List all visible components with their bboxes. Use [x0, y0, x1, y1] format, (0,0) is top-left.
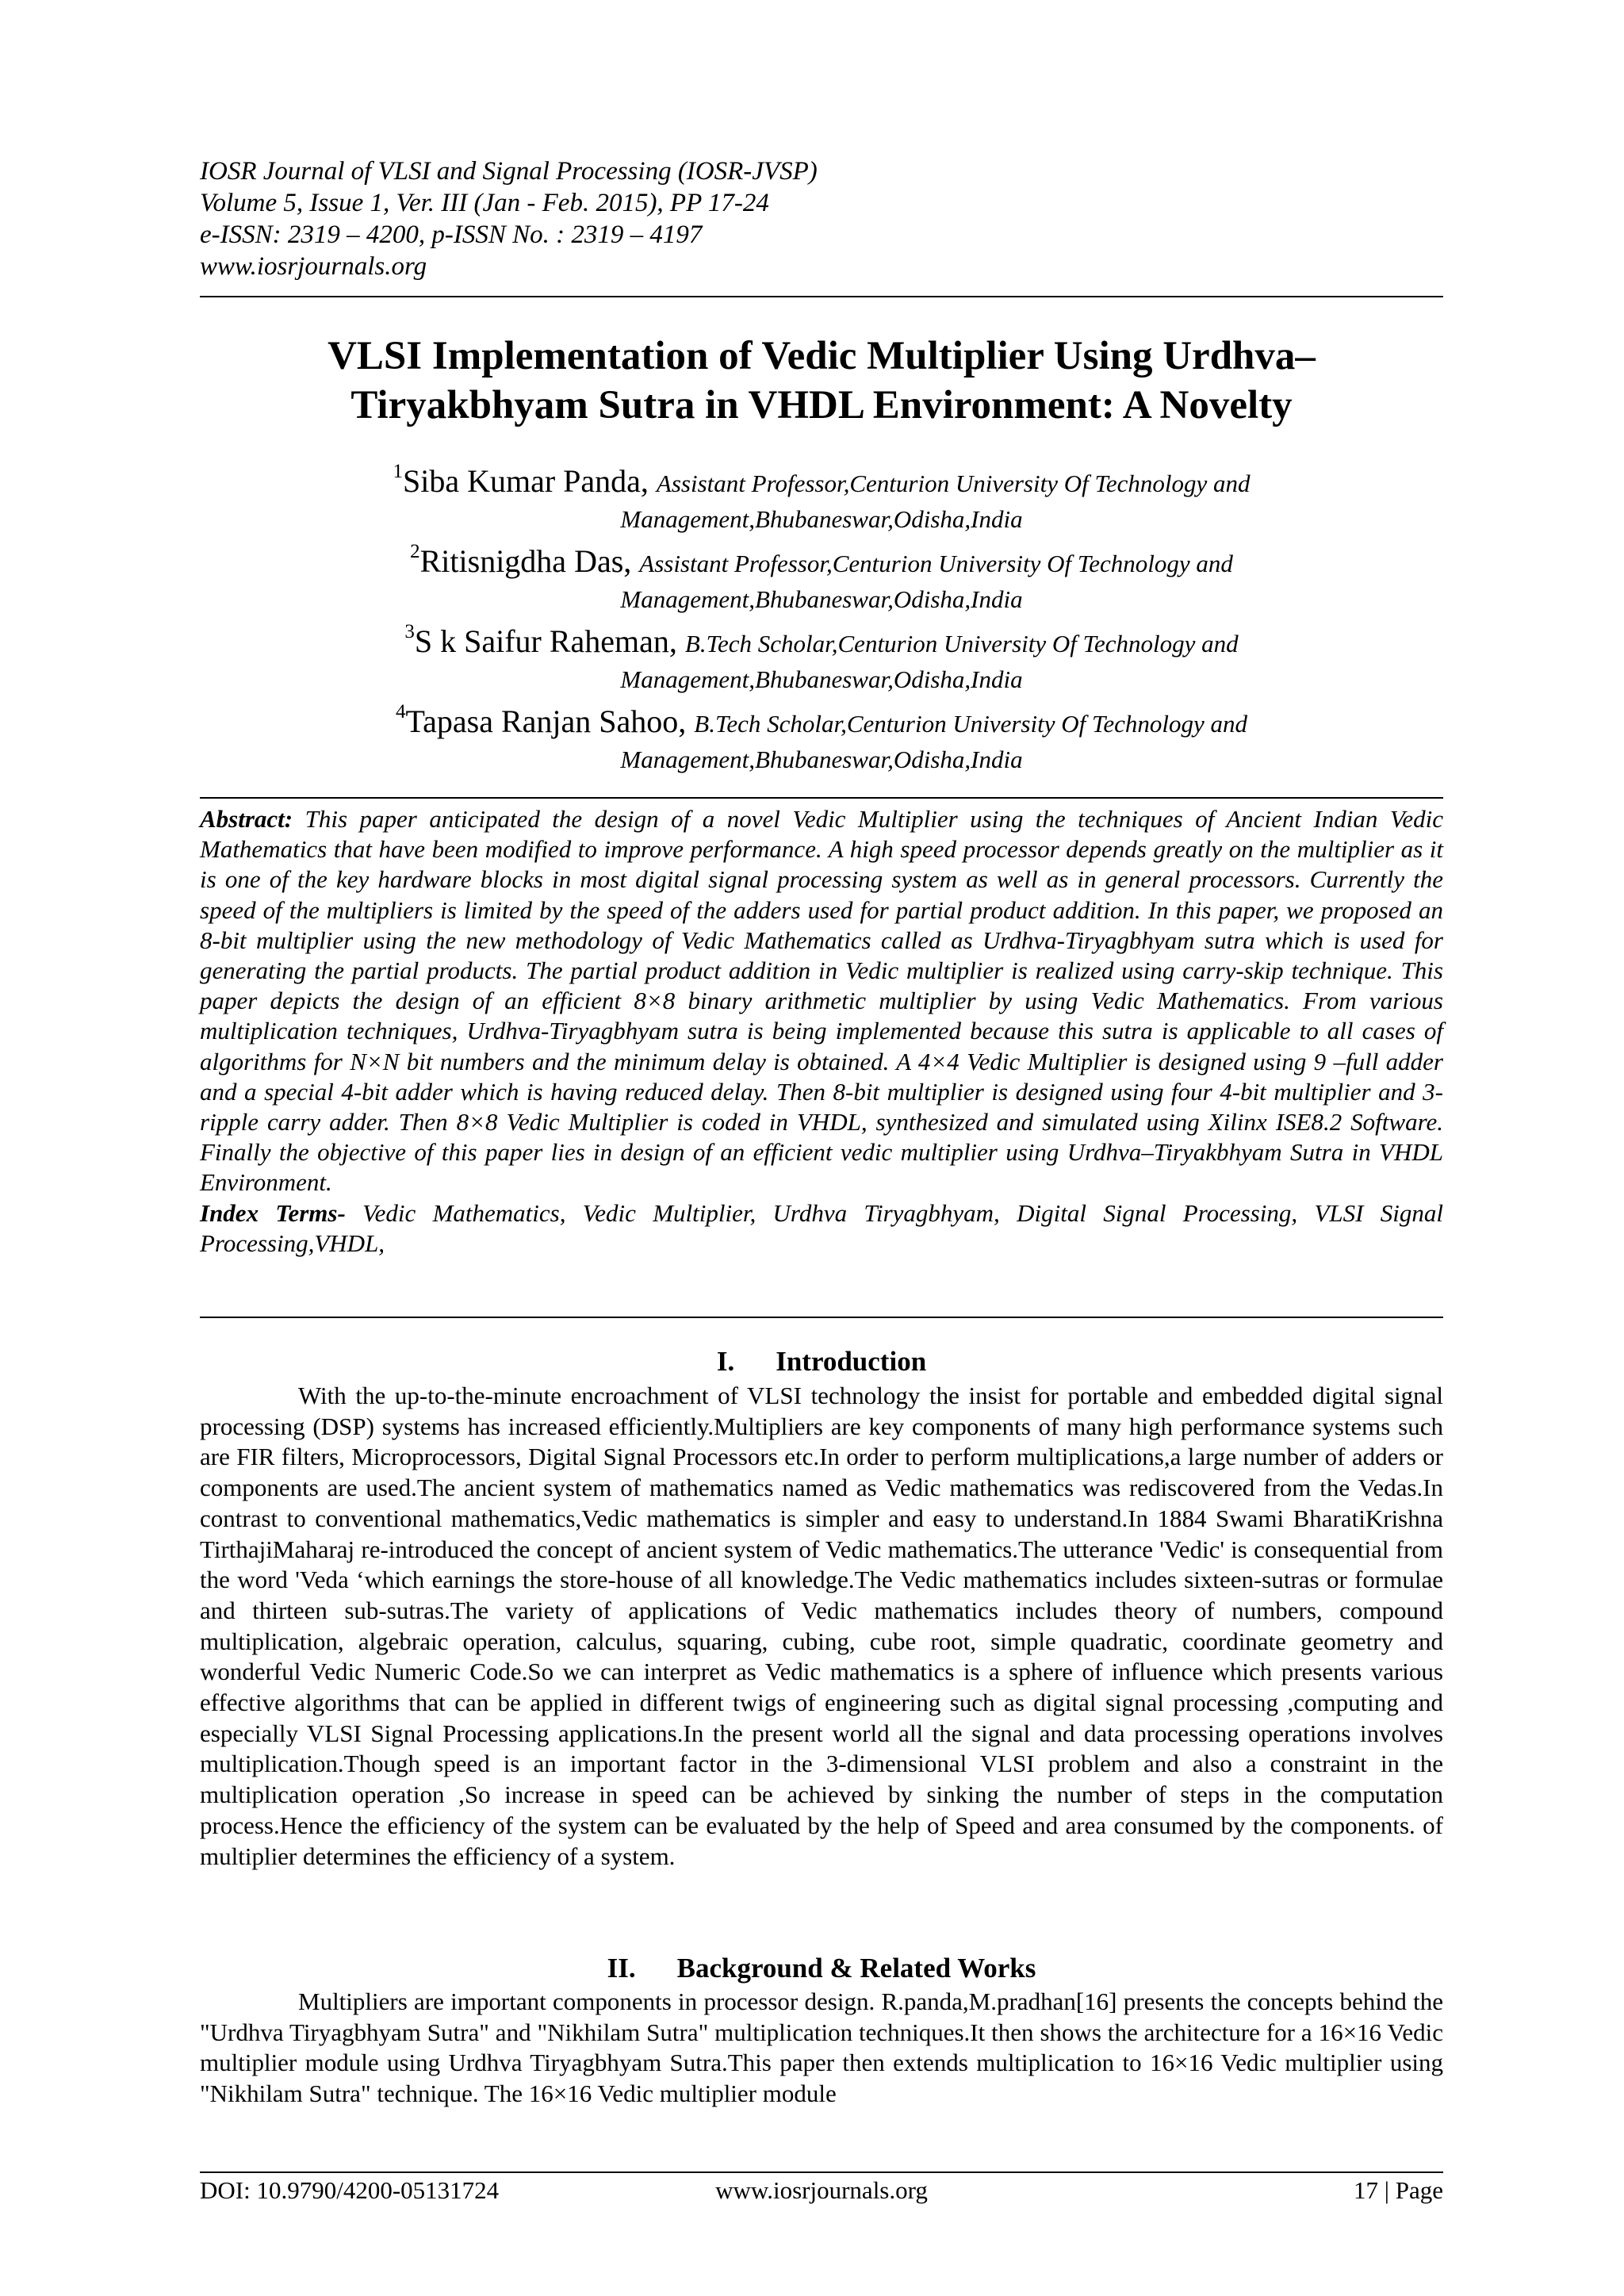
section-number: I. — [716, 1346, 735, 1377]
background-body — [200, 1987, 1443, 2110]
author-name: S k Saifur Raheman, — [414, 623, 677, 659]
issn-line: e-ISSN: 2319 – 4200, p-ISSN No. : 2319 – 4197 — [200, 220, 703, 249]
footer-rule — [200, 2171, 1443, 2173]
author-name: Tapasa Ranjan Sahoo, — [405, 703, 687, 739]
author-entry — [200, 542, 1443, 615]
author-affiliation: Assistant Professor,Centurion University Of Technology and — [639, 550, 1233, 577]
journal-header — [200, 155, 1437, 282]
section-heading-introduction — [200, 1345, 1443, 1378]
footer-website: www.iosrjournals.org — [715, 2176, 928, 2204]
author-entry — [200, 702, 1443, 776]
author-name: Siba Kumar Panda, — [402, 463, 649, 499]
abstract-text: This paper anticipated the design of a novel Vedic Multiplier using the techniques of Ancient Indian Vedic Mathematics that have been modified to improve performance. A high speed processor depends greatly on the multiplier as it is one of the key hardware blocks in most digital signal processing system as well as in general processors. Currently the speed of the multipliers is limited by the speed of the adders used for partial product addition. In this paper, we proposed an 8-bit multiplier using the new methodology of Vedic Mathematics called as Urdhva-Tiryagbhyam sutra which is used for generating the partial products. The partial product addition in Vedic multiplier is realized using carry-skip technique. This paper depicts the design of an efficient 8×8 binary arithmetic multiplier by using Vedic Mathematics. From various multiplication techniques, Urdhva-Tiryagbhyam sutra is being implemented because this sutra is applicable to all cases of algorithms for N×N bit numbers and the minimum delay is obtained. A 4×4 Vedic Multiplier is designed using 9 –full adder and a special 4-bit adder which is having reduced delay. Then 8-bit multiplier is designed using four 4-bit multiplier and 3-ripple carry adder. Then 8×8 Vedic Multiplier is coded in VHDL, synthesized and simulated using Xilinx ISE8.2 Software. Finally the objective of this paper lies in design of an efficient vedic multiplier using Urdhva–Tiryakbhyam Sutra in VHDL Environment. — [200, 805, 1443, 1197]
footer-page-number: 17 | Page — [1354, 2176, 1443, 2204]
author-index: 2 — [410, 540, 420, 562]
background-paragraph: Multipliers are important components in processor design. R.panda,M.pradhan[16] presents the concepts behind the "Urdhva Tiryagbhyam Sutra" and "Nikhilam Sutra" multiplication techniques.It then shows the architecture for a 16×16 Vedic multiplier module using Urdhva Tiryagbhyam Sutra.This paper then extends multiplication to 16×16 Vedic multiplier using "Nikhilam Sutra" technique. The 16×16 Vedic multiplier module — [200, 1987, 1443, 2108]
author-list — [200, 462, 1443, 782]
index-terms-text: Vedic Mathematics, Vedic Multiplier, Urdhva Tiryagbhyam, Digital Signal Processing, VLSI Signal Processing,VHDL, — [200, 1198, 1444, 1257]
section-title: Introduction — [776, 1346, 927, 1377]
author-location: Management,Bhubaneswar,Odisha,India — [620, 665, 1023, 693]
author-name: Ritisnigdha Das, — [419, 543, 632, 579]
title-line-2: Tiryakbhyam Sutra in VHDL Environment: A Novelty — [350, 383, 1293, 427]
header-rule — [200, 296, 1443, 297]
author-entry — [200, 622, 1443, 696]
author-location: Management,Bhubaneswar,Odisha,India — [620, 505, 1023, 533]
title-line-1: VLSI Implementation of Vedic Multiplier Using Urdhva– — [327, 334, 1316, 378]
journal-name: IOSR Journal of VLSI and Signal Processing (IOSR-JVSP) — [200, 157, 818, 186]
section-number: II. — [607, 1953, 636, 1984]
author-affiliation: Assistant Professor,Centurion University Of Technology and — [656, 470, 1251, 497]
author-affiliation: B.Tech Scholar,Centurion University Of Technology and — [684, 630, 1239, 657]
author-entry — [200, 462, 1443, 535]
author-index: 1 — [393, 460, 403, 482]
abstract-label: Abstract: — [200, 805, 293, 833]
introduction-paragraph: With the up-to-the-minute encroachment of VLSI technology the insist for portable and embedded digital signal processing (DSP) systems has increased efficiently.Multipliers are key components of many high performance systems such are FIR filters, Microprocessors, Digital Signal Processors etc.In order to perform multiplications,a large number of adders or components are used.The ancient system of mathematics named as Vedic mathematics was rediscovered from the Vedas.In contrast to conventional mathematics,Vedic mathematics is simpler and easy to understand.In 1884 Swami BharatiKrishna TirthajiMaharaj re-introduced the concept of ancient system of Vedic mathematics.The utterance 'Vedic' is consequential from the word 'Veda ‘which earnings the store-house of all knowledge.The Vedic mathematics includes sixteen-sutras or formulae and thirteen sub-sutras.The variety of applications of Vedic mathematics includes theory of numbers, compound multiplication, algebraic operation, calculus, squaring, cubing, cube root, simple quadratic, coordinate geometry and wonderful Vedic Numeric Code.So we can interpret as Vedic mathematics is a sphere of influence which presents various effective algorithms that can be applied in different twigs of engineering such as digital signal processing ,computing and especially VLSI Signal Processing applications.In the present world all the signal and data processing operations involves multiplication.Though speed is an important factor in the 3-dimensional VLSI problem and also a constraint in the multiplication operation ,So increase in speed can be achieved by sinking the number of steps in the computation process.Hence the efficiency of the system can be evaluated by the help of Speed and area consumed by the components. of multiplier determines the efficiency of a system. — [200, 1382, 1443, 1870]
abstract-bottom-rule — [200, 1317, 1443, 1318]
section-title: Background & Related Works — [676, 1953, 1036, 1984]
abstract-top-rule — [200, 797, 1443, 799]
author-index: 3 — [404, 620, 415, 642]
section-heading-background — [200, 1952, 1443, 1985]
author-index: 4 — [395, 700, 406, 723]
journal-website: www.iosrjournals.org — [200, 252, 427, 281]
author-affiliation: B.Tech Scholar,Centurion University Of Technology and — [694, 710, 1248, 738]
footer-doi: DOI: 10.9790/4200-05131724 — [200, 2176, 500, 2204]
author-location: Management,Bhubaneswar,Odisha,India — [620, 746, 1023, 773]
introduction-body — [200, 1381, 1443, 1872]
index-terms-label: Index Terms- — [200, 1198, 346, 1227]
author-location: Management,Bhubaneswar,Odisha,India — [620, 585, 1023, 613]
volume-line: Volume 5, Issue 1, Ver. III (Jan - Feb. 2015), PP 17-24 — [200, 189, 769, 217]
paper-title — [200, 332, 1443, 430]
abstract — [200, 804, 1443, 1259]
